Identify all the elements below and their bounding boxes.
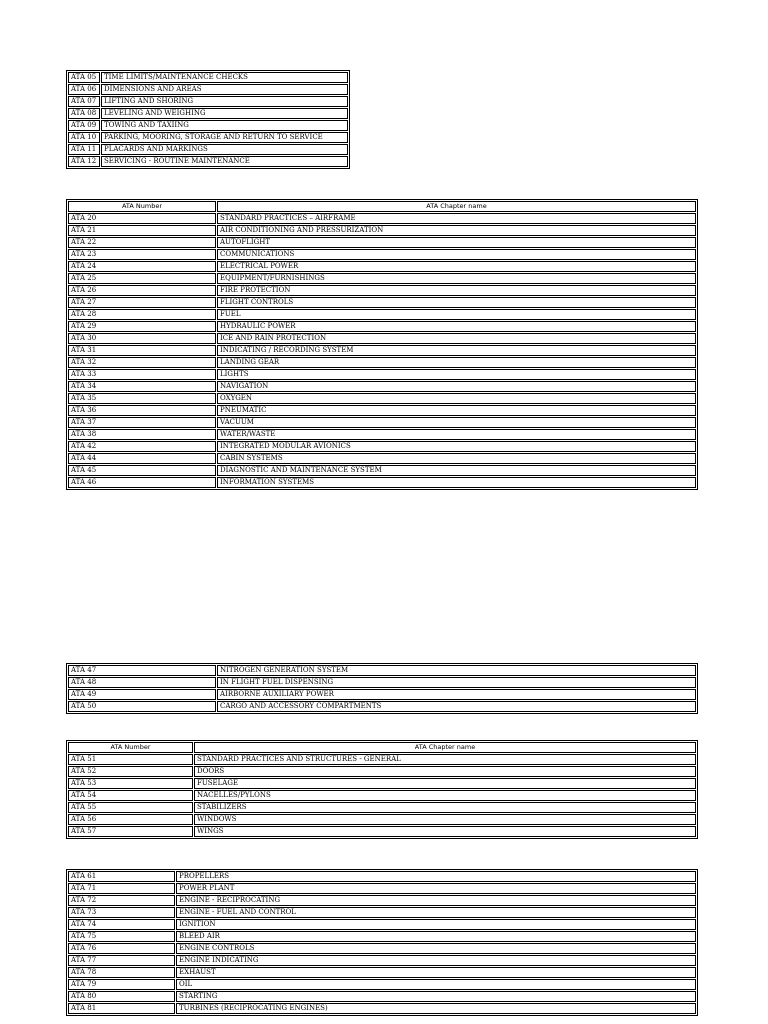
table-row [68, 441, 696, 452]
ata-chapter-name-cell: LANDING GEAR [217, 357, 696, 368]
ata-number-cell: ATA 07 [68, 96, 100, 107]
ata-chapter-name-cell: ELECTRICAL POWER [217, 261, 696, 272]
table-row [68, 273, 696, 284]
table-row [68, 309, 696, 320]
ata-number-cell: ATA 09 [68, 120, 100, 131]
ata-chapter-name-cell: CABIN SYSTEMS [217, 453, 696, 464]
table-row [68, 84, 348, 95]
ata-number-cell: ATA 26 [68, 285, 216, 296]
ata-number-cell: ATA 42 [68, 441, 216, 452]
ata-chapter-name-cell: EXHAUST [176, 967, 696, 978]
header-ata-chapter-name: ATA Chapter name [217, 201, 696, 212]
ata-chapter-name-cell: NITROGEN GENERATION SYSTEM [217, 665, 696, 676]
ata-number-cell: ATA 73 [68, 907, 175, 918]
ata-number-cell: ATA 12 [68, 156, 100, 167]
ata-number-cell: ATA 36 [68, 405, 216, 416]
table-row [68, 261, 696, 272]
ata-number-cell: ATA 38 [68, 429, 216, 440]
ata-chapter-name-cell: DIMENSIONS AND AREAS [101, 84, 348, 95]
ata-chapter-name-cell: STARTING [176, 991, 696, 1002]
ata-number-cell: ATA 48 [68, 677, 216, 688]
ata-chapter-name-cell: STANDARD PRACTICES – AIRFRAME [217, 213, 696, 224]
ata-chapter-name-cell: AUTOFLIGHT [217, 237, 696, 248]
table-row [68, 766, 696, 777]
ata-chapter-name-cell: LIGHTS [217, 369, 696, 380]
table-row [68, 907, 696, 918]
table-row [68, 754, 696, 765]
ata-number-cell: ATA 81 [68, 1003, 175, 1014]
table-row [68, 144, 348, 155]
ata-number-cell: ATA 61 [68, 871, 175, 882]
table-row [68, 943, 696, 954]
ata-number-cell: ATA 74 [68, 919, 175, 930]
ata-chapter-name-cell: TOWING AND TAXIING [101, 120, 348, 131]
ata-chapter-name-cell: AIR CONDITIONING AND PRESSURIZATION [217, 225, 696, 236]
table-row [68, 156, 348, 167]
ata-chapter-name-cell: INDICATING / RECORDING SYSTEM [217, 345, 696, 356]
ata-chapter-name-cell: STANDARD PRACTICES AND STRUCTURES - GENERAL [194, 754, 696, 765]
table-row [68, 96, 348, 107]
ata-chapter-name-cell: HYDRAULIC POWER [217, 321, 696, 332]
ata-table-airframe-systems-continued [66, 663, 698, 714]
ata-number-cell: ATA 24 [68, 261, 216, 272]
table-row [68, 213, 696, 224]
table-row [68, 967, 696, 978]
ata-number-cell: ATA 25 [68, 273, 216, 284]
ata-chapter-name-cell: PLACARDS AND MARKINGS [101, 144, 348, 155]
table-header-row [68, 201, 696, 212]
ata-chapter-name-cell: ENGINE - FUEL AND CONTROL [176, 907, 696, 918]
ata-chapter-name-cell: ENGINE CONTROLS [176, 943, 696, 954]
table-row [68, 405, 696, 416]
table-row [68, 991, 696, 1002]
table-row [68, 285, 696, 296]
ata-chapter-name-cell: COMMUNICATIONS [217, 249, 696, 260]
ata-chapter-name-cell: FLIGHT CONTROLS [217, 297, 696, 308]
ata-chapter-name-cell: PARKING, MOORING, STORAGE AND RETURN TO SERVICE [101, 132, 348, 143]
ata-chapter-name-cell: PNEUMATIC [217, 405, 696, 416]
ata-number-cell: ATA 11 [68, 144, 100, 155]
ata-chapter-name-cell: DIAGNOSTIC AND MAINTENANCE SYSTEM [217, 465, 696, 476]
ata-number-cell: ATA 79 [68, 979, 175, 990]
table-row [68, 369, 696, 380]
ata-chapter-name-cell: PROPELLERS [176, 871, 696, 882]
ata-number-cell: ATA 49 [68, 689, 216, 700]
table-row [68, 814, 696, 825]
table-row [68, 883, 696, 894]
ata-number-cell: ATA 06 [68, 84, 100, 95]
ata-number-cell: ATA 10 [68, 132, 100, 143]
ata-chapter-name-cell: WINDOWS [194, 814, 696, 825]
ata-chapter-name-cell: WATER/WASTE [217, 429, 696, 440]
ata-number-cell: ATA 34 [68, 381, 216, 392]
table-row [68, 677, 696, 688]
ata-chapter-name-cell: FUSELAGE [194, 778, 696, 789]
table-row [68, 381, 696, 392]
header-ata-number: ATA Number [68, 742, 193, 753]
table-row [68, 108, 348, 119]
ata-number-cell: ATA 45 [68, 465, 216, 476]
ata-chapter-name-cell: TURBINES (RECIPROCATING ENGINES) [176, 1003, 696, 1014]
ata-chapter-name-cell: ENGINE - RECIPROCATING [176, 895, 696, 906]
ata-number-cell: ATA 35 [68, 393, 216, 404]
ata-chapter-name-cell: NAVIGATION [217, 381, 696, 392]
ata-number-cell: ATA 54 [68, 790, 193, 801]
table-row [68, 225, 696, 236]
ata-chapter-name-cell: CARGO AND ACCESSORY COMPARTMENTS [217, 701, 696, 712]
table-row [68, 249, 696, 260]
table-row [68, 465, 696, 476]
ata-number-cell: ATA 76 [68, 943, 175, 954]
ata-chapter-name-cell: NACELLES/PYLONS [194, 790, 696, 801]
table-row [68, 871, 696, 882]
ata-chapter-name-cell: FUEL [217, 309, 696, 320]
table-row [68, 132, 348, 143]
table-row [68, 72, 348, 83]
table-row [68, 979, 696, 990]
ata-number-cell: ATA 75 [68, 931, 175, 942]
ata-number-cell: ATA 37 [68, 417, 216, 428]
ata-chapter-name-cell: LEVELING AND WEIGHING [101, 108, 348, 119]
ata-chapter-name-cell: DOORS [194, 766, 696, 777]
ata-chapter-name-cell: LIFTING AND SHORING [101, 96, 348, 107]
table-row [68, 237, 696, 248]
ata-number-cell: ATA 20 [68, 213, 216, 224]
ata-table-powerplant [66, 869, 698, 1016]
ata-chapter-name-cell: TIME LIMITS/MAINTENANCE CHECKS [101, 72, 348, 83]
table-row [68, 393, 696, 404]
ata-number-cell: ATA 44 [68, 453, 216, 464]
table-header-row [68, 742, 696, 753]
table-row [68, 1003, 696, 1014]
ata-number-cell: ATA 55 [68, 802, 193, 813]
ata-chapter-name-cell: AIRBORNE AUXILIARY POWER [217, 689, 696, 700]
table-row [68, 297, 696, 308]
ata-table-airframe-systems [66, 199, 698, 490]
table-row [68, 790, 696, 801]
table-row [68, 802, 696, 813]
ata-chapter-name-cell: ICE AND RAIN PROTECTION [217, 333, 696, 344]
table-row [68, 895, 696, 906]
ata-number-cell: ATA 30 [68, 333, 216, 344]
ata-number-cell: ATA 80 [68, 991, 175, 1002]
table-row [68, 333, 696, 344]
table-row [68, 778, 696, 789]
table-row [68, 345, 696, 356]
ata-chapter-name-cell: IN FLIGHT FUEL DISPENSING [217, 677, 696, 688]
ata-number-cell: ATA 29 [68, 321, 216, 332]
ata-chapter-name-cell: POWER PLANT [176, 883, 696, 894]
table-row [68, 120, 348, 131]
ata-number-cell: ATA 72 [68, 895, 175, 906]
ata-number-cell: ATA 46 [68, 477, 216, 488]
table-row [68, 665, 696, 676]
table-row [68, 701, 696, 712]
ata-number-cell: ATA 50 [68, 701, 216, 712]
ata-number-cell: ATA 05 [68, 72, 100, 83]
ata-number-cell: ATA 21 [68, 225, 216, 236]
table-row [68, 429, 696, 440]
ata-number-cell: ATA 23 [68, 249, 216, 260]
ata-number-cell: ATA 77 [68, 955, 175, 966]
ata-number-cell: ATA 08 [68, 108, 100, 119]
table-row [68, 689, 696, 700]
ata-number-cell: ATA 57 [68, 826, 193, 837]
header-ata-chapter-name: ATA Chapter name [194, 742, 696, 753]
ata-number-cell: ATA 71 [68, 883, 175, 894]
ata-chapter-name-cell: OXYGEN [217, 393, 696, 404]
table-row [68, 826, 696, 837]
ata-number-cell: ATA 22 [68, 237, 216, 248]
ata-number-cell: ATA 56 [68, 814, 193, 825]
table-row [68, 919, 696, 930]
table-row [68, 477, 696, 488]
table-row [68, 417, 696, 428]
ata-chapter-name-cell: INFORMATION SYSTEMS [217, 477, 696, 488]
ata-number-cell: ATA 53 [68, 778, 193, 789]
header-ata-number: ATA Number [68, 201, 216, 212]
ata-number-cell: ATA 47 [68, 665, 216, 676]
ata-chapter-name-cell: FIRE PROTECTION [217, 285, 696, 296]
ata-number-cell: ATA 28 [68, 309, 216, 320]
ata-chapter-name-cell: SERVICING - ROUTINE MAINTENANCE [101, 156, 348, 167]
table-row [68, 321, 696, 332]
ata-number-cell: ATA 27 [68, 297, 216, 308]
ata-number-cell: ATA 51 [68, 754, 193, 765]
table-row [68, 931, 696, 942]
ata-number-cell: ATA 78 [68, 967, 175, 978]
table-row [68, 955, 696, 966]
ata-number-cell: ATA 31 [68, 345, 216, 356]
ata-chapter-name-cell: EQUIPMENT/FURNISHINGS [217, 273, 696, 284]
ata-chapter-name-cell: VACUUM [217, 417, 696, 428]
ata-table-structures [66, 740, 698, 839]
ata-chapter-name-cell: BLEED AIR [176, 931, 696, 942]
ata-chapter-name-cell: INTEGRATED MODULAR AVIONICS [217, 441, 696, 452]
ata-chapter-name-cell: IGNITION [176, 919, 696, 930]
ata-table-general [66, 70, 350, 169]
ata-chapter-name-cell: ENGINE INDICATING [176, 955, 696, 966]
ata-number-cell: ATA 32 [68, 357, 216, 368]
ata-number-cell: ATA 33 [68, 369, 216, 380]
table-row [68, 357, 696, 368]
table-row [68, 453, 696, 464]
ata-chapter-name-cell: WINGS [194, 826, 696, 837]
ata-number-cell: ATA 52 [68, 766, 193, 777]
ata-chapter-name-cell: OIL [176, 979, 696, 990]
ata-chapter-name-cell: STABILIZERS [194, 802, 696, 813]
